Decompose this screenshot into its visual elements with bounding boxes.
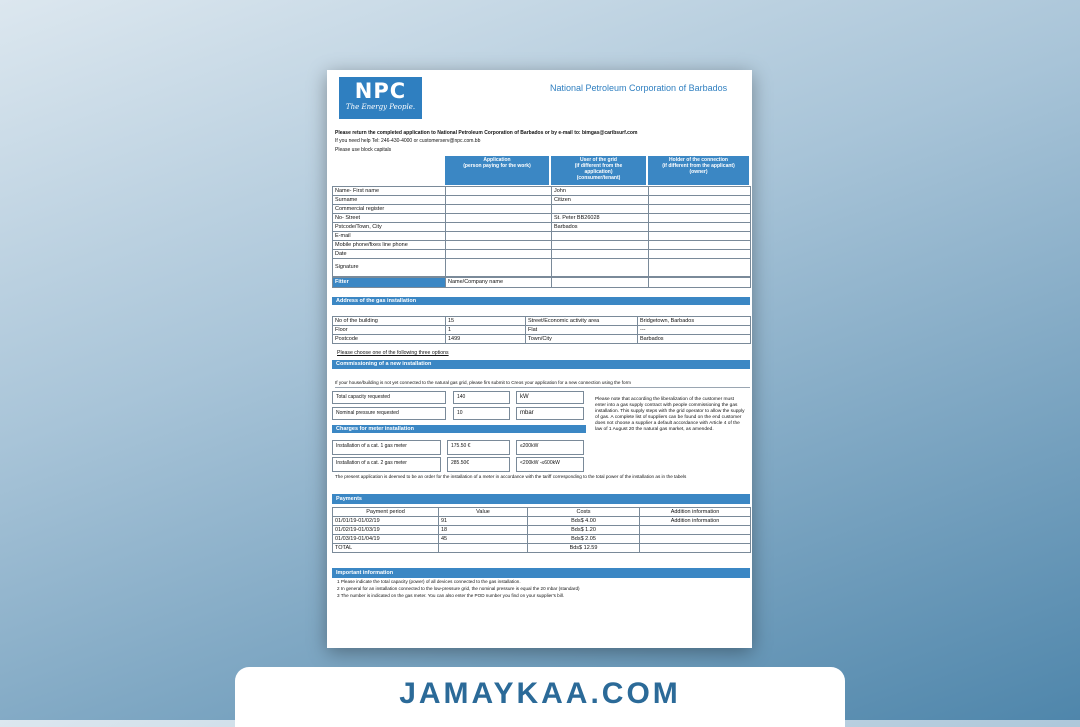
table-row — [333, 535, 751, 544]
form-field[interactable] — [649, 232, 751, 241]
form-field[interactable]: Barbados — [638, 335, 751, 344]
order-statement: The present application is deemed to be an order for the installation of a meter in accordance with the tariff corresponding to the total power of the installation as in the tabels — [335, 474, 687, 479]
pressure-unit: mbar — [516, 407, 584, 420]
row-label: Town/City — [526, 335, 638, 344]
row-label: Pstcode/Town, City — [333, 223, 446, 232]
capacity-label: Total capacity requested — [332, 391, 446, 404]
form-field[interactable]: 1 — [446, 326, 526, 335]
important-section-title: Important information — [332, 568, 750, 578]
form-field[interactable] — [649, 223, 751, 232]
return-instructions: Please return the completed application to National Petroleum Corporation of Barbados or by e-mail to: bimgas@caribsurf.com — [335, 130, 638, 136]
form-field[interactable] — [446, 223, 552, 232]
table-row — [333, 187, 751, 196]
row-label: Street/Economic activity area — [526, 317, 638, 326]
pressure-input[interactable]: 10 — [453, 407, 510, 420]
form-field[interactable] — [446, 205, 552, 214]
site-footer-banner — [235, 667, 845, 727]
table-row — [333, 526, 751, 535]
form-field[interactable] — [649, 214, 751, 223]
form-field[interactable] — [552, 259, 649, 277]
form-field[interactable] — [552, 232, 649, 241]
form-field[interactable]: Barbados — [552, 223, 649, 232]
capacity-input[interactable]: 140 — [453, 391, 510, 404]
row-label: Surname — [333, 196, 446, 205]
charge-cat2-price: 285.50€ — [447, 457, 510, 472]
table-row — [333, 223, 751, 232]
table-cell — [640, 535, 751, 544]
table-row — [333, 335, 751, 344]
form-field[interactable] — [649, 241, 751, 250]
pressure-label: Nominal pressure requested — [332, 407, 446, 420]
row-label: No of the building — [333, 317, 446, 326]
corporation-name: National Petroleum Corporation of Barbados — [550, 83, 728, 93]
form-field[interactable]: 1499 — [446, 335, 526, 344]
personal-details-table — [332, 186, 751, 277]
charge-cat2-range: <200kW -≤600kW — [516, 457, 584, 472]
header-holder-of-connection: Holder of the connection (if different from the applicant) (owner) — [648, 156, 749, 185]
table-cell — [640, 544, 751, 553]
form-field[interactable] — [649, 205, 751, 214]
column-header: Addition information — [640, 508, 751, 517]
charge-cat2-label: Installation of a cat. 2 gas meter — [332, 457, 441, 472]
form-field[interactable] — [446, 241, 552, 250]
form-field[interactable] — [446, 250, 552, 259]
table-cell: 18 — [439, 526, 528, 535]
header-applicant: Application (person paying for the work) — [445, 156, 549, 185]
form-field[interactable]: St. Peter BB26028 — [552, 214, 649, 223]
form-field[interactable] — [552, 205, 649, 214]
form-field[interactable] — [552, 250, 649, 259]
table-cell: 45 — [439, 535, 528, 544]
column-header: Payment period — [333, 508, 439, 517]
charge-cat1-label: Installation of a cat. 1 gas meter — [332, 440, 441, 455]
logo-main-text: NPC — [354, 79, 407, 103]
logo-tagline: The Energy People. — [345, 103, 416, 111]
address-section-title: Address of the gas installation — [332, 297, 750, 305]
table-cell: Bds$ 4.00 — [528, 517, 640, 526]
table-row — [333, 232, 751, 241]
table-cell: TOTAL — [333, 544, 439, 553]
column-header: Costs — [528, 508, 640, 517]
table-row — [333, 214, 751, 223]
table-cell: 01/02/19-01/03/19 — [333, 526, 439, 535]
capacity-unit: kW — [516, 391, 584, 404]
row-label: Signature — [333, 259, 446, 277]
table-row — [333, 196, 751, 205]
row-label: Flat — [526, 326, 638, 335]
help-contact: If you need help Tel: 246-430-4000 or customerserv@npc.com.bb — [335, 138, 481, 144]
payments-section-title: Payments — [332, 494, 750, 504]
form-field[interactable] — [649, 187, 751, 196]
supplier-note: Please note that according the liberalization of the customer must enter into a gas supply contract with people commissioning the gas installation. This supply steps with the grid operator to allow the supply of gas. A complete list of suppliers can be found on the end customer does not choose a supplier a default accordance with Article 4 of the law of 1 August 20 the natural gas market, as amended. — [595, 397, 745, 432]
table-row — [333, 241, 751, 250]
row-label: Commercial register — [333, 205, 446, 214]
table-row — [333, 317, 751, 326]
table-row — [333, 259, 751, 277]
fitter-field-holder[interactable] — [649, 278, 751, 288]
table-cell: Bds$ 2.05 — [528, 535, 640, 544]
charges-section-title: Charges for meter installation — [332, 425, 586, 433]
charge-cat1-range: ≤200kW — [516, 440, 584, 455]
table-cell: Bds$ 12.59 — [528, 544, 640, 553]
commissioning-info: If your house/building is not yet connected to the natural gas grid, please firs submit to Creos your application for a new connection using the form — [335, 380, 750, 388]
commissioning-section-title: Commissioning of a new installation — [332, 360, 750, 369]
form-field[interactable]: --- — [638, 326, 751, 335]
charge-cat1-price: 175.50 € — [447, 440, 510, 455]
table-cell — [640, 526, 751, 535]
important-line-3: 3 The number is indicated on the gas meter. You can also enter the POD number you find on your supplier's bill. — [337, 593, 565, 598]
column-header: Value — [439, 508, 528, 517]
important-line-1: 1 Please indicate the total capacity (power) of all devices connected to the gas installation. — [337, 579, 521, 584]
form-field[interactable]: John — [552, 187, 649, 196]
site-name[interactable]: JAMAYKAA.COM — [399, 677, 681, 710]
table-row — [333, 205, 751, 214]
row-label: E-mail — [333, 232, 446, 241]
npc-logo — [339, 77, 422, 119]
table-cell: 91 — [439, 517, 528, 526]
table-row — [333, 250, 751, 259]
row-label: Floor — [333, 326, 446, 335]
table-row — [333, 517, 751, 526]
block-capitals-note: Please use block capitals — [335, 147, 392, 153]
table-row — [333, 544, 751, 553]
form-field[interactable] — [649, 250, 751, 259]
table-row — [333, 326, 751, 335]
table-cell: 01/03/19-01/04/19 — [333, 535, 439, 544]
address-table — [332, 316, 751, 344]
form-field[interactable]: Citizen — [552, 196, 649, 205]
form-field[interactable] — [446, 187, 552, 196]
fitter-field-user[interactable] — [552, 278, 649, 288]
fitter-label: Fitter — [333, 278, 446, 288]
form-field[interactable] — [649, 196, 751, 205]
table-cell — [439, 544, 528, 553]
row-label: Mobile phone/fixes line phone — [333, 241, 446, 250]
fitter-row — [332, 277, 751, 288]
row-label: Date — [333, 250, 446, 259]
table-cell: Addition information — [640, 517, 751, 526]
table-cell: 01/01/19-01/02/19 — [333, 517, 439, 526]
form-field[interactable] — [446, 196, 552, 205]
form-field[interactable] — [446, 232, 552, 241]
form-field[interactable]: 15 — [446, 317, 526, 326]
form-field[interactable]: Bridgetown, Barbados — [638, 317, 751, 326]
form-field[interactable] — [446, 214, 552, 223]
row-label: Name- First name — [333, 187, 446, 196]
row-label: No- Street — [333, 214, 446, 223]
important-line-2: 2 In general for an installation connected to the low-pressure grid, the nominal pressure is equal the 20 mbar (standard) — [337, 586, 580, 591]
header-user-of-grid: User of the grid (if different from the application) (consumer/tenant) — [551, 156, 646, 185]
form-field[interactable] — [649, 259, 751, 277]
choose-option-text: Please choose one of the following three options — [337, 350, 449, 356]
row-label: Postcode — [333, 335, 446, 344]
form-field[interactable] — [552, 241, 649, 250]
fitter-name-field[interactable]: Name/Company name — [446, 278, 552, 288]
form-field[interactable] — [446, 259, 552, 277]
table-cell: Bds$ 1.20 — [528, 526, 640, 535]
application-form-document — [327, 70, 752, 648]
payments-table — [332, 507, 751, 553]
